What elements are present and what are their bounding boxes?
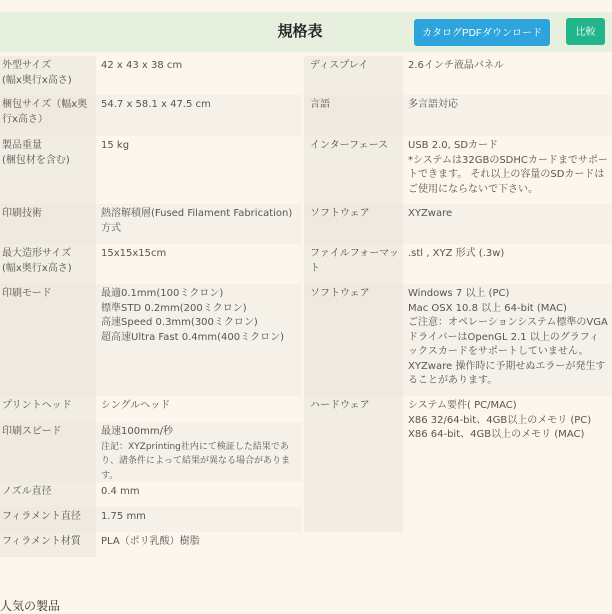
spec-value: 1.75 mm bbox=[96, 507, 302, 532]
spec-label: 最大造形サイズ (幅x奥行x高さ) bbox=[0, 244, 96, 284]
spec-row-build-size bbox=[0, 244, 302, 284]
spec-label: 製品重量 (梱包材を含む) bbox=[0, 136, 96, 204]
spec-row-nozzle bbox=[0, 482, 302, 507]
spec-row-file-format bbox=[304, 244, 612, 284]
spec-value: .stl , XYZ 形式 (.3w) bbox=[408, 248, 505, 259]
spec-label: ソフトウェア bbox=[304, 204, 403, 244]
spec-value: 最適0.1mm(100ミクロン) 標準STD 0.2mm(200ミクロン) 高速Speed 0.3mm(300ミクロン) 超高速Ultra Fast 0.4mm(400ミクロン) bbox=[96, 284, 302, 396]
spec-row-software bbox=[304, 204, 612, 244]
spec-row-language bbox=[304, 95, 612, 136]
spec-value: 42 x 43 x 38 cm bbox=[101, 60, 183, 71]
spec-value: Windows 7 以上 (PC) Mac OSX 10.8 以上 64-bit (MAC) ご注意：オペレーションシステム標準のVGA ドライバーはOpenGL 2.1 以上のグラフィックスカードをサポートしていません。XYZware 操作時に予期せぬエラーが発生することがあります。 bbox=[403, 284, 612, 396]
spec-label: プリントヘッド bbox=[0, 396, 96, 422]
spec-row-filament-diameter bbox=[0, 507, 302, 532]
spec-value: 54.7 x 58.1 x 47.5 cm bbox=[96, 95, 302, 136]
spec-value: XYZware bbox=[403, 204, 612, 244]
spec-row-weight bbox=[0, 136, 302, 204]
spec-label: 印刷モード bbox=[0, 284, 96, 396]
compare-button[interactable]: 比較 bbox=[566, 18, 605, 45]
spec-row-display bbox=[304, 56, 612, 95]
spec-table-right bbox=[304, 56, 612, 532]
spec-row-print-mode bbox=[0, 284, 302, 396]
spec-value: 0.4 mm bbox=[101, 486, 140, 497]
spec-value: 15x15x15cm bbox=[101, 248, 167, 259]
spec-value: システム要件( PC/MAC) X86 32/64-bit、4GB以上のメモリ (PC) X86 64-bit、4GB以上のメモリ (MAC) bbox=[408, 400, 592, 440]
spec-row-interface bbox=[304, 136, 612, 204]
spec-label: フィラメント材質 bbox=[0, 532, 96, 557]
top-strip bbox=[0, 0, 612, 12]
spec-value: USB 2.0, SDカード *システムは32GBのSDHCカードまでサポートできます。 それ以上の容量のSDカードはご使用にならないで下さい。 bbox=[408, 140, 608, 195]
spec-row-print-speed bbox=[0, 422, 302, 482]
spec-label: 印刷スピード bbox=[0, 422, 96, 482]
spec-label: ノズル直径 bbox=[0, 482, 96, 507]
spec-row-filament-material bbox=[0, 532, 302, 557]
spec-value: 2.6インチ液晶パネル bbox=[408, 60, 504, 71]
spec-label: 梱包サイズ（幅x奥行x高さ） bbox=[0, 95, 96, 136]
spec-row-software-os bbox=[304, 284, 612, 396]
spec-value: シングルヘッド bbox=[101, 400, 171, 411]
spec-label: ディスプレイ bbox=[304, 56, 403, 95]
spec-label: 印刷技術 bbox=[0, 204, 96, 244]
spec-row-package-size bbox=[0, 95, 302, 136]
spec-label: 言語 bbox=[304, 95, 403, 136]
spec-row-outer-size bbox=[0, 56, 302, 95]
spec-value: 熱溶解積層(Fused Filament Fabrication)方式 bbox=[96, 204, 302, 244]
spec-table-left bbox=[0, 56, 302, 557]
page-title: 規格表 bbox=[277, 22, 323, 40]
popular-products-heading: 人気の製品 bbox=[0, 599, 61, 613]
spec-value: PLA（ポリ乳酸）樹脂 bbox=[101, 536, 200, 547]
spec-value: 15 kg bbox=[101, 140, 130, 151]
spec-value: 多言語対応 bbox=[403, 95, 612, 136]
spec-header bbox=[0, 12, 612, 52]
spec-row-hardware bbox=[304, 396, 612, 532]
catalog-pdf-download-button[interactable]: カタログPDFダウンロード bbox=[414, 19, 550, 46]
spec-label: ファイルフォーマット bbox=[304, 244, 403, 284]
spec-value: 最速100mm/秒 注記：XYZprinting社内にて検証した結果であり、諸条件によって結果が異なる場合があります。 bbox=[96, 422, 302, 482]
spec-label: インターフェース bbox=[304, 136, 403, 204]
spec-label: フィラメント直径 bbox=[0, 507, 96, 532]
spec-label: ソフトウェア bbox=[304, 284, 403, 396]
spec-label: ハードウェア bbox=[304, 396, 403, 532]
spec-row-print-tech bbox=[0, 204, 302, 244]
spec-row-print-head bbox=[0, 396, 302, 422]
spec-label: 外型サイズ (幅x奥行x高さ) bbox=[0, 56, 96, 95]
